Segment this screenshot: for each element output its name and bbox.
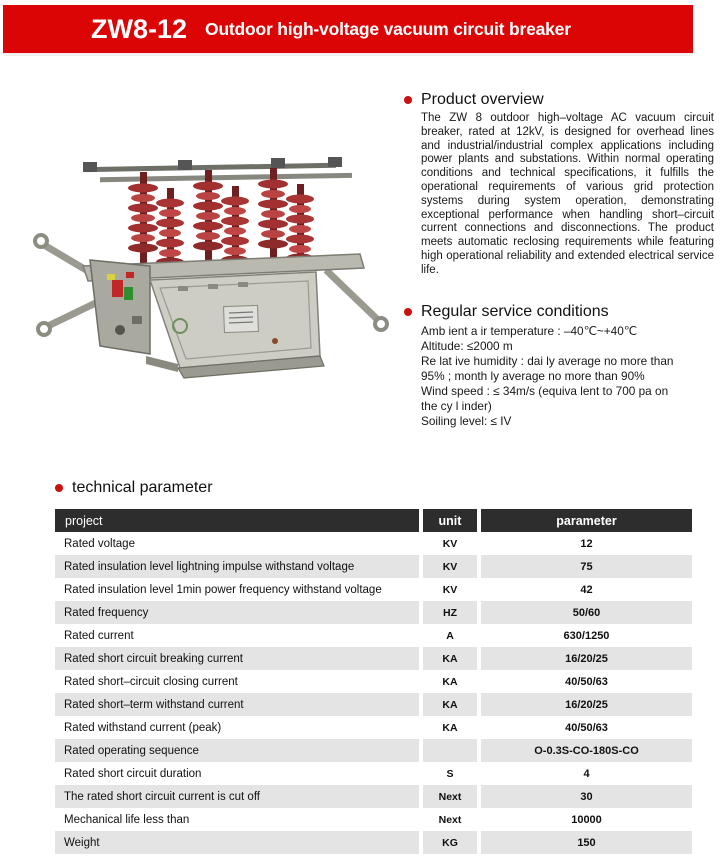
- cell-project: Rated voltage: [64, 537, 135, 550]
- table-row: [55, 670, 692, 693]
- tank-body: [150, 272, 320, 368]
- service-condition-line: Re lat ive humidity : dai ly average no more than: [421, 353, 674, 368]
- cell-parameter: 30: [481, 785, 692, 808]
- service-conditions-list: [421, 324, 717, 430]
- cell-unit: A: [446, 629, 454, 642]
- cell-project: Rated short–term withstand current: [55, 693, 419, 716]
- service-condition-line: Soiling level: ≤ IV: [421, 414, 512, 429]
- table-row: [55, 601, 692, 624]
- cell-unit: KV: [442, 583, 458, 596]
- cell-project: Rated operating sequence: [55, 739, 419, 762]
- table-row: [55, 647, 692, 670]
- service-section-head: [404, 302, 716, 321]
- cell-project: Weight: [55, 831, 419, 854]
- cell-parameter: O-0.3S-CO-180S-CO: [481, 739, 692, 762]
- cell-unit: Next: [438, 813, 462, 826]
- cell-unit: KV: [423, 555, 477, 578]
- cell-project: The rated short circuit current is cut off: [55, 785, 419, 808]
- cell-parameter: 42: [580, 583, 593, 596]
- cell-parameter: 4: [583, 767, 590, 780]
- cell-unit: KG: [423, 831, 477, 854]
- top-bus-bars: [83, 157, 352, 182]
- product-model: ZW8-12: [91, 13, 188, 44]
- cell-parameter: 16/20/25: [481, 693, 692, 716]
- red-bullet-icon: [404, 96, 412, 104]
- service-condition-line: Wind speed : ≤ 34m/s (equiva lent to 700 pa on: [421, 383, 669, 398]
- cell-unit: Next: [423, 785, 477, 808]
- technical-title: technical parameter: [72, 479, 213, 496]
- cell-parameter: 16/20/25: [481, 647, 692, 670]
- banner-underline: [3, 53, 693, 56]
- product-photo: [28, 148, 393, 383]
- service-condition-line: the cy l inder): [421, 399, 492, 414]
- right-column: [404, 90, 716, 429]
- cell-project: Rated frequency: [55, 601, 419, 624]
- circuit-breaker-illustration: [28, 148, 393, 383]
- red-bullet-icon: [404, 308, 412, 316]
- table-row: [55, 808, 692, 831]
- cell-project: Mechanical life less than: [64, 813, 190, 826]
- cell-parameter: 40/50/63: [565, 721, 608, 734]
- cell-parameter: 40/50/63: [565, 675, 608, 688]
- cell-parameter: 50/60: [481, 601, 692, 624]
- title-banner: [3, 5, 693, 53]
- table-row: [55, 716, 692, 739]
- cell-project: Rated insulation level 1min power frequency withstand voltage: [64, 583, 382, 596]
- technical-section-head: [55, 478, 213, 497]
- table-row: [55, 739, 692, 762]
- cell-project: Rated current: [64, 629, 134, 642]
- red-bullet-icon: [55, 484, 63, 492]
- cell-project: Rated short circuit breaking current: [55, 647, 419, 670]
- table-row: [55, 578, 692, 601]
- cell-unit: HZ: [423, 601, 477, 624]
- product-subtitle: Outdoor high-voltage vacuum circuit breaker: [205, 18, 571, 39]
- cell-project: Rated short circuit duration: [64, 767, 202, 780]
- cell-project: Rated withstand current (peak): [64, 721, 222, 734]
- parameter-table: [55, 509, 692, 854]
- table-row: [55, 532, 692, 555]
- cell-project: Rated short–circuit closing current: [64, 675, 238, 688]
- cell-unit: KV: [442, 537, 458, 550]
- cell-parameter: 10000: [571, 813, 602, 826]
- cell-parameter: 150: [481, 831, 692, 854]
- mechanism-cabinet: [90, 260, 150, 354]
- cell-unit: S: [446, 767, 454, 780]
- header-project: project: [55, 509, 419, 532]
- cell-unit: KA: [423, 647, 477, 670]
- header-unit: unit: [423, 509, 477, 532]
- table-row: [55, 624, 692, 647]
- table-row: [55, 555, 692, 578]
- service-condition-line: Altitude: ≤2000 m: [421, 338, 513, 353]
- table-row: [55, 762, 692, 785]
- header-parameter: parameter: [481, 509, 692, 532]
- cell-parameter: 630/1250: [563, 629, 610, 642]
- overview-title: Product overview: [421, 91, 544, 108]
- overview-body: The ZW 8 outdoor high–voltage AC vacuum circuit breaker, rated at 12kV, is designed for overhead lines and industrial/industrial complex applications including power plants and substations. Within normal operating conditions and technical specifications, it fulfills the operational requirements of various grid protection systems during system operation, demonstrating exceptional performance when handling short–circuit current connections and disconnections. The product meets automatic reclosing requirements while featuring high operational reliability and extended electrical service life.: [421, 112, 714, 276]
- cell-parameter: 12: [580, 537, 593, 550]
- service-title: Regular service conditions: [421, 302, 609, 320]
- table-header-row: [55, 509, 692, 532]
- cell-unit: KA: [442, 675, 458, 688]
- cell-project: Rated insulation level lightning impulse withstand voltage: [55, 555, 419, 578]
- table-row: [55, 785, 692, 808]
- overview-section-head: [404, 90, 716, 109]
- cell-unit: KA: [423, 693, 477, 716]
- table-row: [55, 693, 692, 716]
- cell-parameter: 75: [481, 555, 692, 578]
- service-condition-line: 95% ; month ly average no more than 90%: [421, 368, 645, 383]
- cell-unit: KA: [442, 721, 458, 734]
- cell-unit: [423, 739, 477, 762]
- service-condition-line: Amb ient a ir temperature : –40℃~+40℃: [421, 323, 638, 338]
- insulator-stacks-back: [128, 168, 288, 264]
- table-row: [55, 831, 692, 854]
- parameter-table-body: [55, 532, 692, 854]
